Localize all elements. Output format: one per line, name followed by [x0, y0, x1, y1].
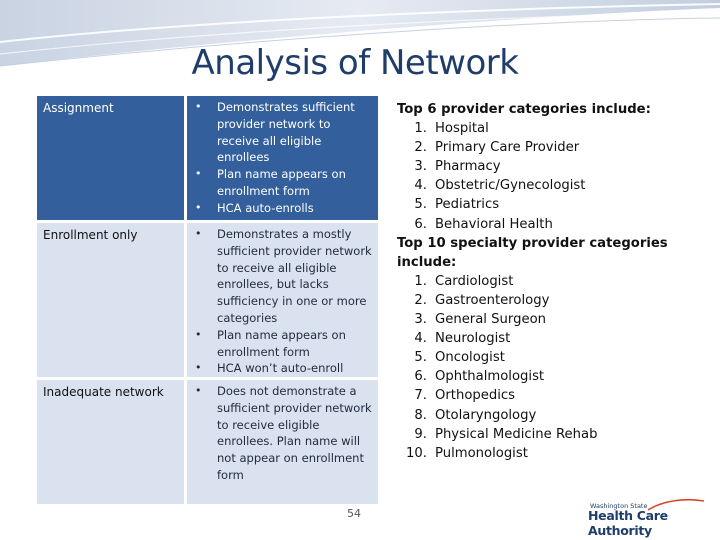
provider-categories-panel	[397, 100, 697, 463]
table-row-inadequate-network	[37, 380, 378, 504]
row-criteria-assignment	[187, 96, 378, 220]
list-item: 6. Behavioral Health	[414, 216, 553, 232]
criteria-item: • Demonstrates a mostly sufficient provider network to receive all eligible enrollees, but lacks sufficiency in one or more categories	[187, 226, 374, 327]
list-item: 7. Orthopedics	[414, 388, 516, 404]
list-item: 3. General Surgeon	[414, 312, 546, 328]
table-row-assignment	[37, 96, 378, 220]
row-label-assignment: Assignment	[37, 96, 184, 220]
list-item: 2. Primary Care Provider	[414, 140, 580, 156]
criteria-item: • Demonstrates sufficient provider network to receive all eligible enrollees	[187, 99, 374, 166]
list-item: 1. Hospital	[414, 121, 489, 137]
top10-heading-line1: Top 10 specialty provider categories	[397, 235, 668, 251]
top10-heading	[397, 234, 697, 272]
criteria-item: • HCA auto-enrolls	[187, 200, 374, 217]
list-item: 2. Gastroenterology	[414, 292, 550, 308]
list-item: 3. Pharmacy	[414, 159, 501, 175]
row-label-inadequate-network: Inadequate network	[37, 380, 184, 504]
logo-line1: Washington State	[590, 502, 648, 510]
row-criteria-enrollment-only	[187, 223, 378, 377]
top10-heading-line2: include:	[397, 254, 457, 270]
list-item: 9. Physical Medicine Rehab	[414, 426, 598, 442]
list-item: 1. Cardiologist	[414, 273, 514, 289]
row-label-enrollment-only: Enrollment only	[37, 223, 184, 377]
list-item: 5. Oncologist	[414, 350, 505, 366]
criteria-item: • Plan name appears on enrollment form	[187, 327, 374, 361]
list-item: 10. Pulmonologist	[406, 445, 528, 461]
network-table	[37, 96, 378, 507]
list-item: 4. Neurologist	[414, 331, 511, 347]
criteria-item: • HCA won’t auto-enroll	[187, 360, 374, 377]
list-item: 5. Pediatrics	[414, 197, 500, 213]
hca-logo	[586, 502, 704, 538]
top10-list	[397, 272, 697, 463]
row-criteria-inadequate-network	[187, 380, 378, 504]
logo-swoosh-icon	[646, 498, 706, 512]
page-title: Analysis of Network	[191, 43, 519, 83]
list-item: 8. Otolaryngology	[414, 407, 537, 423]
logo-line2: Health Care Authority	[588, 508, 668, 538]
criteria-item: • Plan name appears on enrollment form	[187, 166, 374, 200]
top6-heading: Top 6 provider categories include:	[397, 102, 651, 117]
page-number: 54	[347, 507, 361, 520]
list-item: 4. Obstetric/Gynecologist	[414, 178, 586, 194]
criteria-item: • Does not demonstrate a sufficient provider network to receive eligible enrollees. Plan name will not appear on enrollment form	[187, 383, 374, 484]
table-row-enrollment-only	[37, 223, 378, 377]
top6-list	[397, 119, 697, 234]
list-item: 6. Ophthalmologist	[414, 369, 545, 385]
